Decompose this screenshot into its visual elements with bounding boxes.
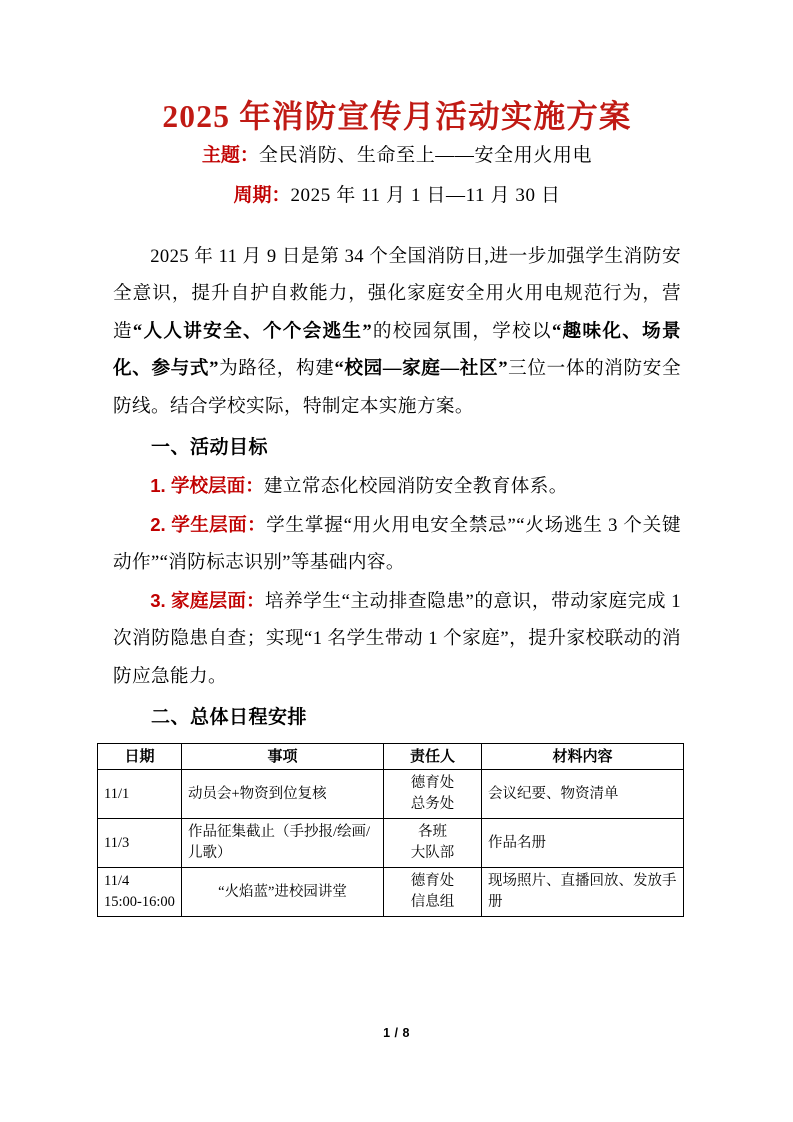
cell-date <box>98 868 182 917</box>
table-header-item: 事项 <box>182 744 384 770</box>
period-label: 周期： <box>233 184 291 206</box>
section-heading-objectives: 一、活动目标 <box>151 437 269 459</box>
table-header-date: 日期 <box>98 744 182 770</box>
period-line <box>113 176 681 216</box>
intro-part-4: 三位一体的消防安全防线。结合学校实际，特制定本实施方案。 <box>113 358 681 417</box>
cell-owner-line-1: 各班 <box>418 824 447 841</box>
page-content <box>104 0 682 917</box>
goal-label-student: 2. 学生层面： <box>150 513 267 535</box>
goal-text-school: 建立常态化校园消防安全教育体系。 <box>263 476 568 498</box>
goal-text-student: 学生掌握“用火用电安全禁忌”“火场逃生 3 个关键动作”“消防标志识别”等基础内容。 <box>113 514 681 574</box>
theme-line <box>113 136 681 176</box>
schedule-table-wrapper <box>97 743 683 917</box>
page-number-footer: 1 / 8 <box>383 1026 410 1040</box>
cell-material: 作品名册 <box>482 819 684 868</box>
cell-owner-line-2: 信息组 <box>410 894 455 911</box>
table-header-material: 材料内容 <box>482 744 684 770</box>
table-row <box>98 770 684 819</box>
intro-part-1: 2025 年 11 月 9 日是第 34 个全国消防日,进一步加强学生消防安全意识，提升自护自救能力，强化家庭安全用火用电规范行为，营造 <box>113 245 681 342</box>
goal-item-school <box>113 467 681 506</box>
cell-date-line-1: 11/3 <box>104 834 130 851</box>
cell-item: 动员会+物资到位复核 <box>182 770 384 819</box>
section-heading-schedule: 二、总体日程安排 <box>151 707 308 729</box>
schedule-table <box>97 743 684 917</box>
page-title: 2025 年消防宣传月活动实施方案 <box>162 99 632 134</box>
goal-item-family <box>113 582 681 696</box>
cell-owner <box>384 868 482 917</box>
theme-label: 主题： <box>201 144 259 166</box>
cell-date-line-1: 11/4 <box>104 873 130 890</box>
goal-text-family: 培养学生“主动排查隐患”的意识，带动家庭完成 1 次消防隐患自查；实现“1 名学生带动 1 个家庭”，提升家校联动的消防应急能力。 <box>113 590 681 687</box>
table-row <box>98 819 684 868</box>
cell-date <box>98 819 182 868</box>
goal-label-school: 1. 学校层面： <box>150 475 264 497</box>
intro-paragraph <box>113 238 681 426</box>
cell-owner-line-2: 总务处 <box>410 796 455 813</box>
table-row <box>98 868 684 917</box>
cell-date-line-1: 11/1 <box>104 785 130 802</box>
cell-item: 作品征集截止（手抄报/绘画/儿歌） <box>182 819 384 868</box>
cell-owner-line-2: 大队部 <box>410 845 455 862</box>
table-header-row <box>98 744 684 770</box>
intro-quote-3: “校园—家庭—社区” <box>334 358 508 380</box>
intro-quote-1: “人人讲安全、个个会逃生” <box>132 320 373 342</box>
cell-owner <box>384 819 482 868</box>
cell-material: 现场照片、直播回放、发放手册 <box>482 868 684 917</box>
cell-owner <box>384 770 482 819</box>
goal-label-family: 3. 家庭层面： <box>150 589 265 611</box>
intro-part-2: 的校园氛围，学校以 <box>372 320 552 342</box>
intro-part-3: 为路径，构建 <box>218 358 335 380</box>
intro-quote-2: “趣味化、场景化、参与式” <box>113 320 682 380</box>
cell-owner-line-1: 德育处 <box>410 873 455 890</box>
cell-date-line-2: 15:00-16:00 <box>104 894 175 911</box>
cell-date <box>98 770 182 819</box>
period-value: 2025 年 11 月 1 日—11 月 30 日 <box>290 184 561 206</box>
table-header-owner: 责任人 <box>384 744 482 770</box>
theme-value: 全民消防、生命至上——安全用火用电 <box>258 144 593 166</box>
cell-material: 会议纪要、物资清单 <box>482 770 684 819</box>
cell-item: “火焰蓝”进校园讲堂 <box>182 868 384 917</box>
cell-owner-line-1: 德育处 <box>410 775 455 792</box>
goal-item-student <box>113 506 681 582</box>
